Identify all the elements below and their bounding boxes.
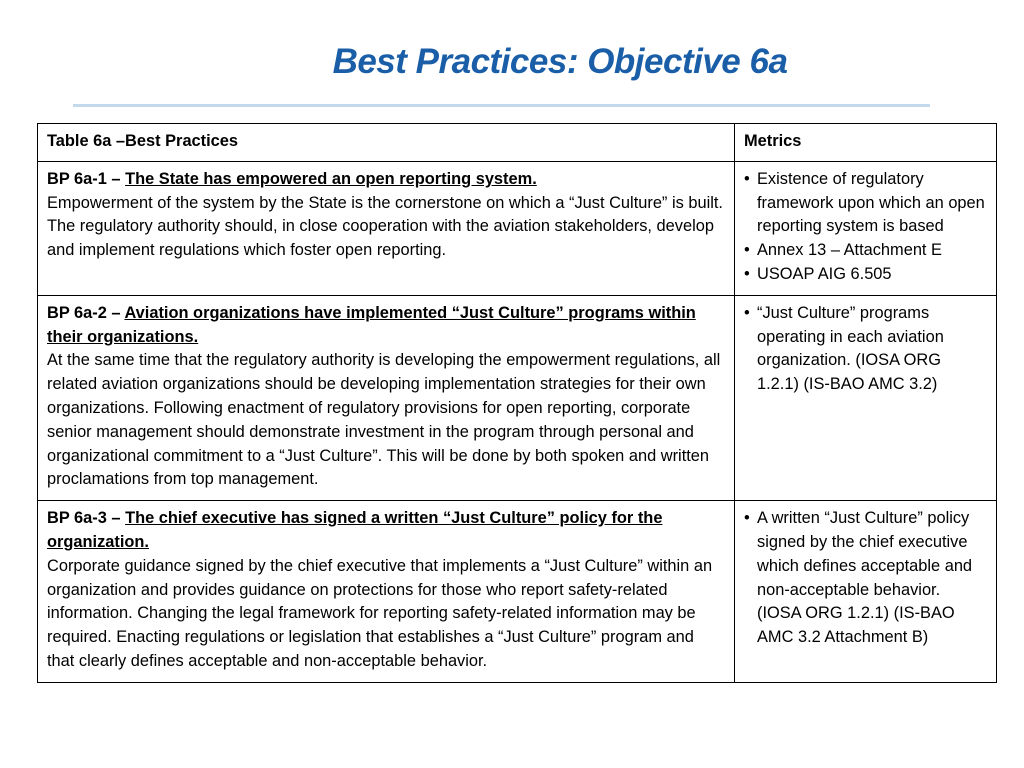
practice-cell	[38, 161, 735, 295]
metric-item: • Annex 13 – Attachment E	[744, 239, 987, 263]
bp-heading: The chief executive has signed a written “Just Culture” policy for the organization.	[47, 509, 663, 551]
metric-item: • A written “Just Culture” policy signed by the chief executive which defines acceptable and non-acceptable behavior. (IOSA ORG 1.2.1) (IS-BAO AMC 3.2 Attachment B)	[744, 507, 987, 650]
practice-cell	[38, 501, 735, 683]
bp-description: Empowerment of the system by the State is the cornerstone on which a “Just Culture” is built. The regulatory authority should, in close cooperation with the aviation stakeholders, develop and implement regulations which foster open reporting.	[47, 193, 723, 260]
bp-description: At the same time that the regulatory authority is developing the empowerment regulations, all related aviation organizations should be developing implementation strategies for their own organizations. Following enactment of regulatory provisions for open reporting, corporate senior management should demonstrate investment in the program through personal and organizational commitment to a “Just Culture”. This will be done by both spoken and written proclamations from top management.	[47, 351, 721, 489]
practice-cell	[38, 295, 735, 500]
metric-list	[744, 302, 987, 397]
practice-column-header: Table 6a –Best Practices	[38, 124, 735, 162]
table-header-row	[38, 124, 997, 162]
metrics-cell	[735, 501, 997, 683]
title-divider	[73, 104, 930, 107]
slide-title: Best Practices: Objective 6a	[332, 42, 788, 81]
bp-id: BP 6a-2 –	[47, 303, 125, 322]
metric-list	[744, 507, 987, 650]
bp-heading: Aviation organizations have implemented “Just Culture” programs within their organizations.	[47, 303, 696, 346]
best-practices-table	[37, 123, 997, 683]
table-row	[38, 501, 997, 683]
bp-description: Corporate guidance signed by the chief executive that implements a “Just Culture” within an organization and provides guidance on protections for those who report safety-related information. Changing the legal framework for reporting safety-related information may be required. Enacting regulations or legislation that establishes a “Just Culture” program and that clearly defines acceptable and non-acceptable behavior.	[47, 556, 713, 670]
metrics-column-header: Metrics	[735, 124, 997, 162]
bp-id: BP 6a-3 –	[47, 509, 126, 528]
metrics-cell	[735, 161, 997, 295]
metric-item: • “Just Culture” programs operating in each aviation organization. (IOSA ORG 1.2.1) (IS-BAO AMC 3.2)	[744, 302, 987, 397]
metric-item: • Existence of regulatory framework upon which an open reporting system is based	[744, 168, 987, 239]
metrics-cell	[735, 295, 997, 500]
bp-heading: The State has empowered an open reporting system.	[125, 169, 537, 188]
metric-list	[744, 168, 987, 287]
bp-id: BP 6a-1 –	[47, 169, 126, 188]
table-row	[38, 295, 997, 500]
metric-item: • USOAP AIG 6.505	[744, 263, 987, 287]
table-row	[38, 161, 997, 295]
